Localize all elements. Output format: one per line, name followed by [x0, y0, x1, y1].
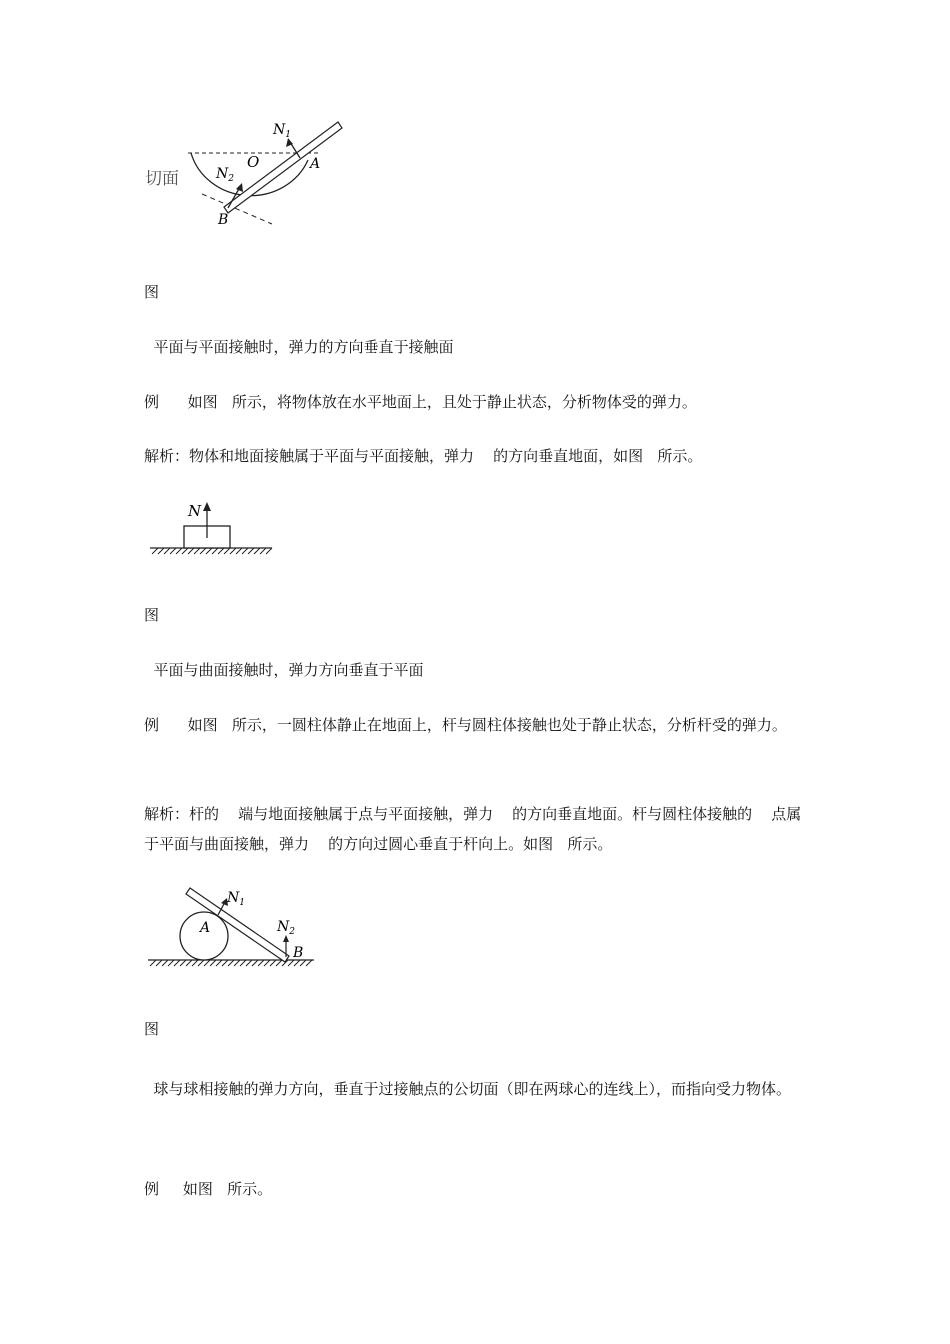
- figure-block-ground: [146, 498, 276, 560]
- heading-plane-plane: 平面与平面接触时，弹力的方向垂直于接触面: [144, 338, 454, 356]
- example-sphere-sphere: 例 如图 所示。: [144, 1180, 273, 1198]
- example-plane-plane: 例 如图 所示，将物体放在水平地面上，且处于静止状态，分析物体受的弹力。: [144, 393, 697, 411]
- label-n2: $N_2$: [216, 166, 234, 184]
- analysis-plane-plane: 解析：物体和地面接触属于平面与平面接触，弹力 的方向垂直地面，如图 所示。: [144, 447, 703, 465]
- label-o: O: [247, 153, 260, 171]
- figure-bowl-rod: [140, 112, 360, 237]
- heading-sphere-sphere: 球与球相接触的弹力方向，垂直于过接触点的公切面（即在两球心的连线上），而指向受力物体。: [144, 1080, 792, 1098]
- figure2-caption: 图: [144, 606, 160, 624]
- figure1-caption: 图: [144, 283, 160, 301]
- figure-cylinder-rod: [144, 884, 319, 974]
- label-a: A: [200, 920, 211, 936]
- analysis-plane-curve: 解析：杆的 端与地面接触属于点与平面接触，弹力 的方向垂直地面。杆与圆柱体接触的 点属于平面与曲面接触，弹力 的方向过圆心垂直于杆向上。如图 所示。: [144, 805, 802, 853]
- n-arrowhead: [203, 502, 211, 511]
- label-n: N: [188, 502, 202, 520]
- label-qiemian: 切面: [145, 169, 179, 189]
- heading-plane-curve: 平面与曲面接触时，弹力方向垂直于平面: [144, 661, 424, 679]
- figure3-caption: 图: [144, 1020, 160, 1038]
- label-n2: $N_2$: [277, 919, 295, 937]
- n2-arrowhead: [236, 183, 243, 192]
- label-a: A: [310, 156, 321, 172]
- ground-hatch: [152, 548, 272, 554]
- n2-arrowhead: [283, 935, 289, 942]
- label-n1: $N_1$: [273, 122, 291, 140]
- label-b: B: [218, 212, 229, 228]
- label-b: B: [293, 945, 304, 961]
- ground-hatch: [150, 960, 312, 966]
- example-plane-curve: 例 如图 所示，一圆柱体静止在地面上，杆与圆柱体接触也处于静止状态，分析杆受的弹力。: [144, 716, 787, 734]
- label-n1: $N_1$: [227, 890, 245, 908]
